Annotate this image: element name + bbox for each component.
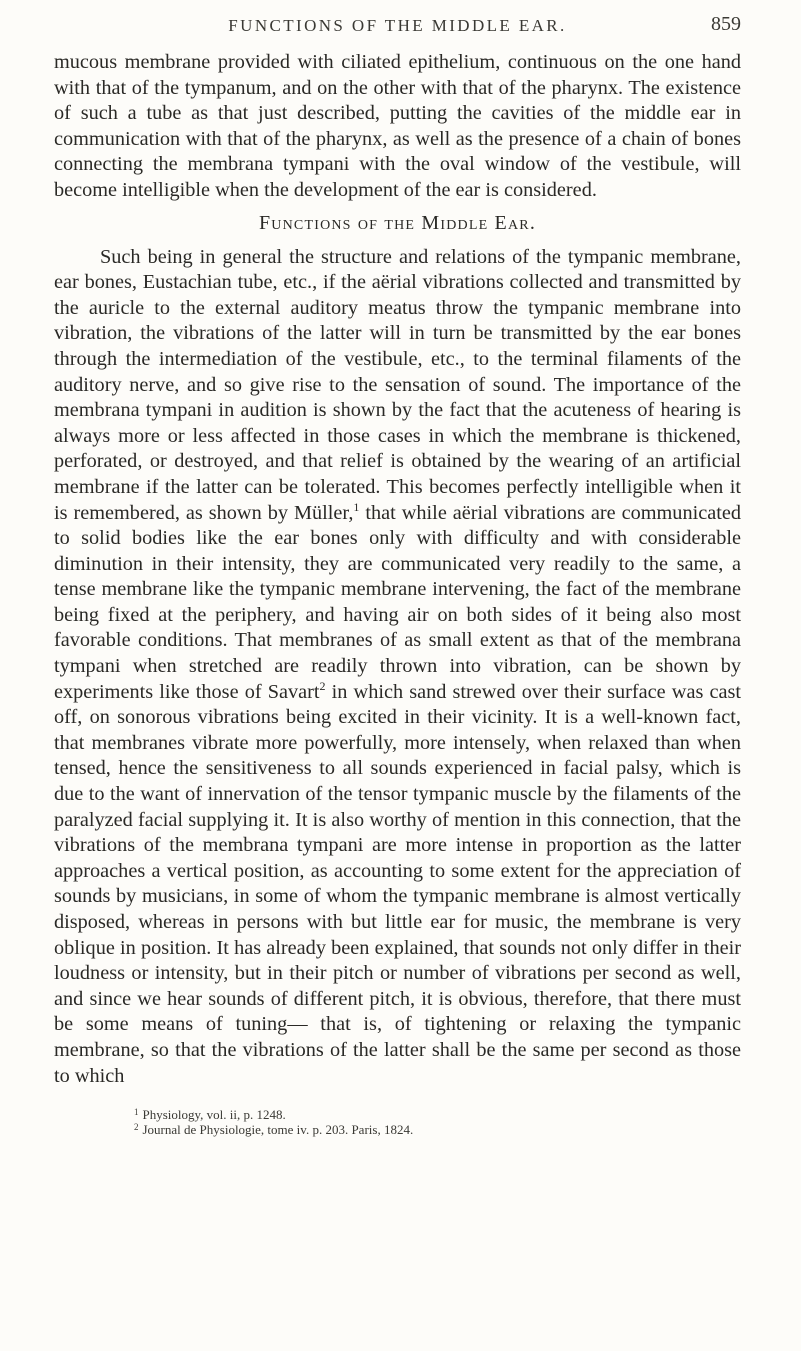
page-header bbox=[54, 6, 741, 36]
main-paragraph bbox=[54, 245, 741, 1090]
continuation-paragraph: mucous membrane provided with ciliated epithelium, continuous on the one hand with that of the tympanum, and on the other with that of the pharynx. The existence of such a tube as that just described, putting the cavities of the middle ear in communication with that of the pharynx, as well as the presence of a chain of bones connecting the membrana tympani with the oval window of the vestibule, will become intelligible when the development of the ear is considered. bbox=[54, 51, 741, 201]
footnote-ref-1: 1 bbox=[353, 499, 360, 514]
footnote-text: Journal de Physiologie, tome iv. p. 203. Paris, 1824. bbox=[142, 1122, 414, 1138]
footnote bbox=[134, 1107, 741, 1122]
footnote-mark: 2 bbox=[134, 1122, 139, 1133]
footnote-mark: 1 bbox=[134, 1107, 139, 1118]
main-paragraph-text-2: that while aërial vibrations are communicated to solid bodies like the ear bones only with difficulty and with considerable diminution in their intensity, they are communicated very readily to the same, a tense membrane like the tympanic membrane intervening, the fact of the membrane being fixed at the periphery, and having air on both sides of it being also most favorable conditions. That membranes of as small extent as that of the membrana tympani when stretched are readily thrown into vibration, can be shown by experiments like those of Savart bbox=[54, 501, 742, 703]
footnote-text: Physiology, vol. ii, p. 1248. bbox=[142, 1107, 286, 1123]
page-number: 859 bbox=[711, 13, 741, 35]
section-heading: Functions of the Middle Ear. bbox=[258, 211, 537, 234]
footnote-ref-2: 2 bbox=[319, 678, 326, 693]
main-paragraph-text-1: Such being in general the structure and relations of the tympanic membrane, ear bones, Eustachian tube, etc., if the aërial vibrations collected and transmitted by the auricle to the external auditory meatus throw the tympanic membrane into vibration, the vibrations of the latter will in turn be transmitted by the ear bones through the intermediation of the vestibule, etc., to the terminal filaments of the auditory nerve, and so give rise to the sensation of sound. The importance of the membrana tympani in audition is shown by the fact that the acuteness of hearing is always more or less affected in those cases in which the membrane is thickened, perforated, or destroyed, and that relief is obtained by the wearing of an artificial membrane if the latter can be tolerated. This becomes perfectly intelligible when it is remembered, as shown by Müller, bbox=[54, 245, 741, 524]
running-head: FUNCTIONS OF THE MIDDLE EAR. bbox=[228, 16, 567, 35]
footnote bbox=[134, 1122, 741, 1137]
footnotes bbox=[54, 1107, 741, 1137]
main-paragraph-text-3: in which sand strewed over their surface was cast off, on sonorous vibrations being excited in their vicinity. It is a well-known fact, that membranes vibrate more powerfully, more intensely, when relaxed than when tensed, hence the sensitiveness to all sounds experienced in facial palsy, which is due to the want of innervation of the tensor tympanic muscle by the filaments of the paralyzed facial supplying it. It is also worthy of mention in this connection, that the vibrations of the membrana tympani are more intense in proportion as the latter approaches a vertical position, as accounting to some extent for the appreciation of sounds by musicians, in some of whom the tympanic membrane is almost vertically disposed, whereas in persons with but little ear for music, the membrane is very oblique in position. It has already been explained, that sounds not only differ in their loudness or intensity, but in their pitch or number of vibrations per second as well, and since we hear sounds of different pitch, it is obvious, therefore, that there must be some means of tuning— that is, of tightening or relaxing the tympanic membrane, so that the vibrations of the latter shall be the same per second as those to which bbox=[54, 680, 741, 1087]
